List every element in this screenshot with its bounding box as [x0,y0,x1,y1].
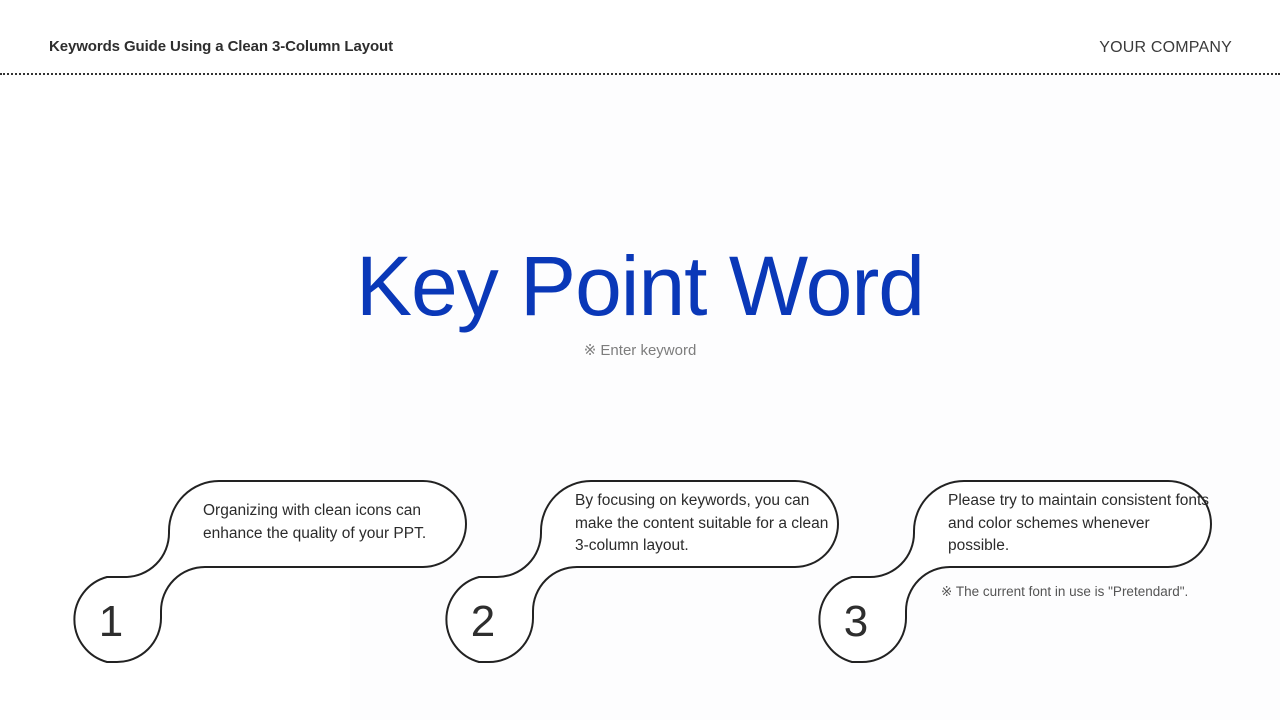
column-1-text: Organizing with clean icons can enhance the quality of your PPT. [203,502,427,542]
column-3-number: 3 [843,597,869,646]
column-3 [807,480,1227,670]
header-divider [0,73,1280,75]
column-2 [434,480,854,670]
company-name: YOUR COMPANY [1099,39,1232,56]
column-2-number: 2 [470,597,496,646]
font-note: ※ The current font in use is "Pretendard". [941,584,1189,599]
column-3-text: Please try to maintain consistent fonts and color schemes whenever possible. [948,492,1210,554]
slide-header-title: Keywords Guide Using a Clean 3-Column Layout [49,38,393,55]
column-1 [62,480,482,670]
column-2-text: By focusing on keywords, you can make the content suitable for a clean 3-column layout. [575,492,829,554]
key-point-title: Key Point Word [355,239,925,333]
keyword-hint: ※ Enter keyword [583,342,697,359]
column-1-number: 1 [98,597,124,646]
